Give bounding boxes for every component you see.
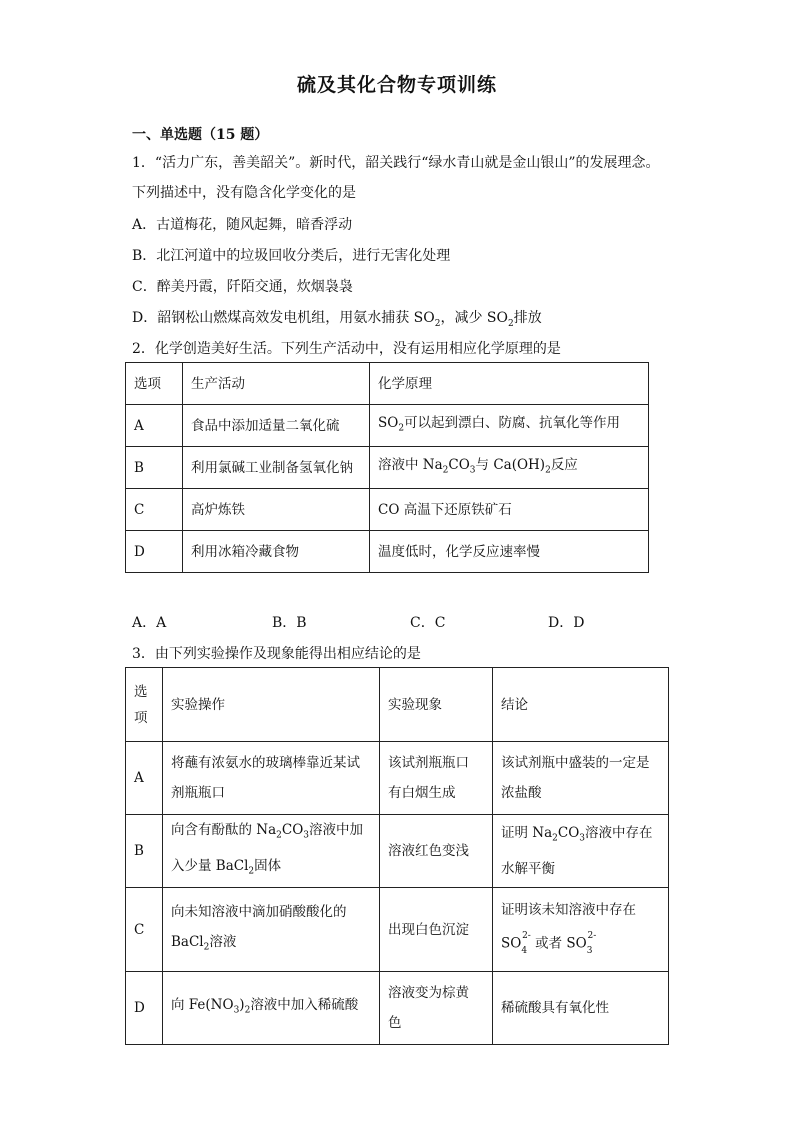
operation-cell: 向未知溶液中滴加硝酸酸化的 BaCl$_2$溶液 xyxy=(163,888,380,972)
table-row xyxy=(126,742,669,815)
principle-cell: CO 高温下还原铁矿石 xyxy=(370,489,649,531)
option-cell: B xyxy=(126,815,163,888)
activity-cell: 利用冰箱冷藏食物 xyxy=(183,531,370,573)
phenomenon-cell: 该试剂瓶瓶口 有白烟生成 xyxy=(380,742,493,815)
option-cell: D xyxy=(126,531,183,573)
page-title: 硫及其化合物专项训练 xyxy=(296,74,497,96)
q3-table xyxy=(125,667,669,1045)
header-cell: 生产活动 xyxy=(183,363,370,405)
conclusion-cell: 该试剂瓶中盛装的一定是 浓盐酸 xyxy=(493,742,669,815)
table-header-row xyxy=(126,363,649,405)
header-cell: 选项 xyxy=(126,363,183,405)
q2-option-d: D．D xyxy=(548,615,585,631)
table-row xyxy=(126,531,649,573)
q3-stem: 3．由下列实验操作及现象能得出相应结论的是 xyxy=(132,646,421,662)
activity-cell: 利用氯碱工业制备氢氧化钠 xyxy=(183,447,370,489)
phenomenon-cell: 溶液红色变浅 xyxy=(380,815,493,888)
q1-stem-line1: 1．“活力广东，善美韶关”。新时代，韶关践行“绿水青山就是金山银山”的发展理念。 xyxy=(132,155,660,171)
header-cell: 实验操作 xyxy=(163,668,380,742)
q2-stem: 2．化学创造美好生活。下列生产活动中，没有运用相应化学原理的是 xyxy=(132,341,561,357)
table-row xyxy=(126,815,669,888)
q1-option-b: B．北江河道中的垃圾回收分类后，进行无害化处理 xyxy=(132,248,451,264)
header-cell: 实验现象 xyxy=(380,668,493,742)
section-heading: 一、单选题（15 题） xyxy=(132,127,269,143)
conclusion-cell: 稀硫酸具有氧化性 xyxy=(493,972,669,1045)
operation-cell: 向含有酚酞的 $Na_2CO_3$溶液中加 入少量 BaCl$_2$固体 xyxy=(163,815,380,888)
option-cell: C xyxy=(126,888,163,972)
table-row xyxy=(126,972,669,1045)
q2-table xyxy=(125,362,649,573)
option-cell: D xyxy=(126,972,163,1045)
q1-option-d: D．韶钢松山燃煤高效发电机组，用氨水捕获 $SO_2$，减少 $SO_2$排放 xyxy=(132,310,542,329)
q2-option-a: A．A xyxy=(132,615,167,631)
option-cell: A xyxy=(126,405,183,447)
table-row xyxy=(126,447,649,489)
table-row xyxy=(126,405,649,447)
activity-cell: 食品中添加适量二氧化硫 xyxy=(183,405,370,447)
q2-option-b: B．B xyxy=(272,615,307,631)
phenomenon-cell: 出现白色沉淀 xyxy=(380,888,493,972)
option-cell: A xyxy=(126,742,163,815)
header-cell: 结论 xyxy=(493,668,669,742)
q1-option-c: C．醉美丹霞，阡陌交通，炊烟袅袅 xyxy=(132,279,353,295)
option-cell: B xyxy=(126,447,183,489)
principle-cell: 溶液中 $Na_2CO_3$与 $Ca(OH)_2$反应 xyxy=(370,447,649,489)
phenomenon-cell: 溶液变为棕黄 色 xyxy=(380,972,493,1045)
table-header-row xyxy=(126,668,669,742)
table-row xyxy=(126,888,669,972)
q2-option-c: C．C xyxy=(410,615,446,631)
conclusion-cell: 证明该未知溶液中存在 $SO_4^{2-}$ 或者 $SO_3^{2-}$ xyxy=(493,888,669,972)
activity-cell: 高炉炼铁 xyxy=(183,489,370,531)
conclusion-cell: 证明 $Na_2CO_3$溶液中存在 水解平衡 xyxy=(493,815,669,888)
header-cell: 化学原理 xyxy=(370,363,649,405)
principle-cell: 温度低时，化学反应速率慢 xyxy=(370,531,649,573)
principle-cell: $SO_2$可以起到漂白、防腐、抗氧化等作用 xyxy=(370,405,649,447)
q1-option-a: A．古道梅花，随风起舞，暗香浮动 xyxy=(132,217,353,233)
operation-cell: 将蘸有浓氨水的玻璃棒靠近某试 剂瓶瓶口 xyxy=(163,742,380,815)
header-cell: 选项 xyxy=(126,668,163,742)
operation-cell: 向 $Fe(NO_3)_2$溶液中加入稀硫酸 xyxy=(163,972,380,1045)
option-cell: C xyxy=(126,489,183,531)
table-row xyxy=(126,489,649,531)
q1-stem-line2: 下列描述中，没有隐含化学变化的是 xyxy=(132,185,356,201)
